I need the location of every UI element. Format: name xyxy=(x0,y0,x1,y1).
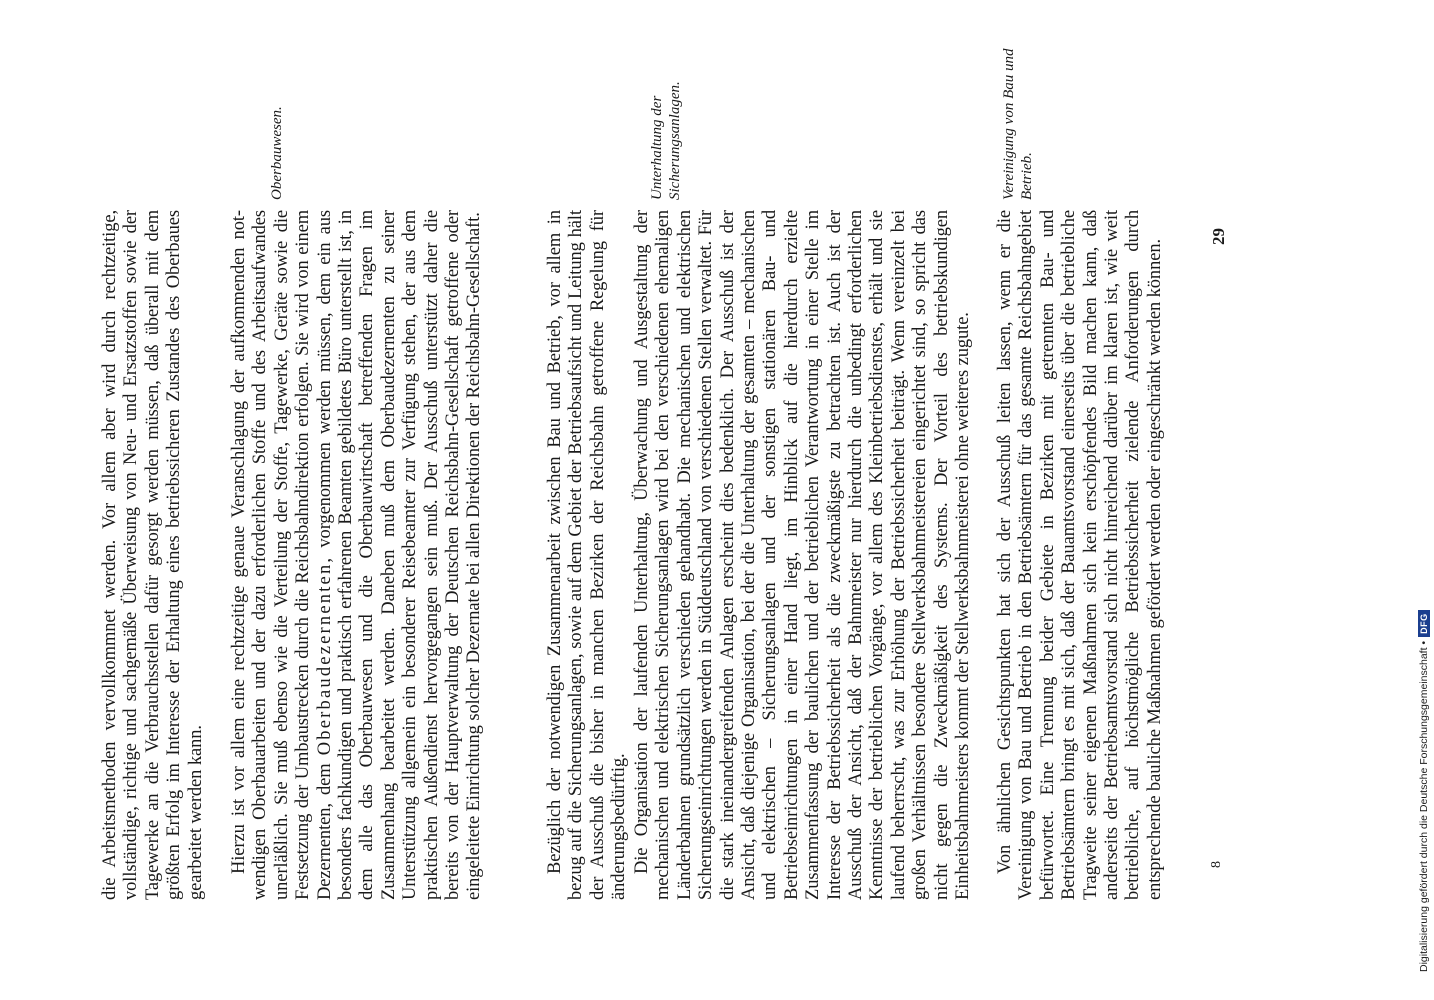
paragraph-oberbau-veranschlagung xyxy=(229,210,486,900)
page-number-right: 29 xyxy=(1209,228,1228,245)
credit-text: Digitalisierung gefördert durch die Deutsche Forschungsgemeinschaft • xyxy=(1418,640,1430,972)
paragraph-body: wendigen Oberbauarbeiten und der dazu erforderlichen Stoffe und des Arbeitsaufwandes unerläßlich. Sie muß ebenso wie die Verteilung der Stoffe, Tagewerke, Geräte sowie die Festsetzung der Umbaustrecken durch die Reichsbahndirektion erfolgen. Sie wird von einem Dezernenten, dem xyxy=(250,210,335,900)
spaced-term: Oberbaudezernenten, xyxy=(314,555,335,756)
dfg-logo-icon: DFG xyxy=(1418,610,1430,637)
paragraph-zusammenarbeit: Bezüglich der notwendigen Zusammenarbeit zwischen Bau und Betrieb, vor allem in bezug auf die Sicherungsanlagen, sowie auf dem Gebiet der Betriebsaufsicht und Leitung hält der Ausschuß die bisher in manchen Bezirken der Reichsbahn getroffene Regelung für änderungsbedürftig. xyxy=(545,210,630,900)
digitization-credit xyxy=(1418,610,1430,972)
margin-note-oberbauwesen: Oberbauwesen. xyxy=(269,106,285,200)
paragraph-continuation: vorgenommen werden müssen, dem ein aus besonders fachkundigen und praktisch erfahrenen Beamten gebildetes Büro unterstellt ist, in dem alle das Oberbauwesen und die Oberbauwirtschaft betreffenden Fragen im Zusammenhang bearbeitet werden. Daneben muß dem Oberbaudezernenten zu seiner Unterstützung allgemein ein besonderer Reisebeamter zur Verfügung stehen, der aus dem praktischen Außendienst hervorgegangen sein muß. Der Ausschuß unterstützt daher die bereits von der Hauptverwaltung der Deutschen Reichsbahn-Gesellschaft getroffene oder eingeleitete Einrichtung solcher Dezernate bei allen Direktionen der Reichsbahn-Gesellschaft. xyxy=(314,209,485,900)
paragraph-sicherungsanlagen: Die Organisation der laufenden Unterhaltung, Überwachung und Ausgestaltung der mechanischen und elektrischen Sicherungsanlagen wird bei den verschiedenen ehemaligen Länderbahnen grundsätzlich verschieden gehandhabt. Die mechanischen und elektrischen Sicherungseinrichtungen werden in Süddeutschland von verschiedenen Stellen verwaltet. Für die stark ineinandergreifenden Anlagen erscheint dies bedenklich. Der Ausschuß ist der Ansicht, daß diejenige Organisation, bei der die Unterhaltung der gesamten – mechanischen und elektrischen – Sicherungsanlagen und der sonstigen stationären Bau- und Betriebseinrichtungen in einer Hand liegt, im Hinblick auf die hierdurch erzielte Zusammenfassung der baulichen und der betrieblichen Verantwortung in einer Stelle im Interesse der Betriebssicherheit als die zweckmäßigste zu betrachten ist. Auch ist der Ausschuß der Ansicht, daß der Bahnmeister nur hierdurch die unbedingt erforderlichen Kenntnisse der betrieblichen Vorgänge, vor allem des Kleinbetriebsdienstes, erhält und sie laufend beherrscht, was zur Erhöhung der Betriebssicherheit beiträgt. Wenn vereinzelt bei großen Verhältnissen besondere Stellwerksbahnmeistereien eingerichtet sind, so spricht das nicht gegen die Zweckmäßigkeit des Systems. Der Vorteil des betriebskundigen Einheitsbahnmeisters kommt der Stellwerksbahnmeisterei ohne weiteres zugute. xyxy=(632,210,974,900)
page-number-left: 8 xyxy=(1209,861,1224,868)
paragraph-lead: Hierzu ist vor allem eine rechtzeitige genaue Veranschlagung der aufkommenden not- xyxy=(229,210,249,874)
paragraph-arbeitsmethoden: die Arbeitsmethoden vervollkommnet werden. Vor allem aber wird durch rechtzeitige, vollständige, richtige und sachgemäße Überweisung von Neu- und Ersatzstoffen sowie der Tagewerke an die Verbrauchsstellen dafür gesorgt werden müssen, daß überall mit dem größten Erfolg im Interesse der Erhaltung eines betriebssicheren Zustandes des Oberbaues gearbeitet werden kann. xyxy=(100,210,206,900)
margin-note-bau-betrieb: Vereinigung von Bau und Betrieb. xyxy=(1001,48,1035,200)
paragraph-bau-und-betrieb: Von ähnlichen Gesichtspunkten hat sich der Ausschuß leiten lassen, wenn er die Vereinigung von Bau und Betrieb in den Betriebsämtern für das gesamte Reichsbahngebiet befürwortet. Eine Trennung beider Gebiete in Bezirken mit getrennten Bau- und Betriebsämtern bringt es mit sich, daß der Bauamtsvorstand einerseits über die betriebliche Tragweite seiner eigenen Maßnahmen sich kein erschöpfendes Bild machen kann, daß anderseits der Betriebsamtsvorstand sich nicht hinreichend darüber im klaren ist, wie weit betriebliche, auf höchstmögliche Betriebssicherheit zielende Anforderungen durch entsprechende bauliche Maßnahmen gefördert werden oder eingeschränkt werden können. xyxy=(995,210,1165,900)
margin-note-sicherungsanlagen: Unterhaltung der Sicherungsanlagen. xyxy=(649,81,683,200)
